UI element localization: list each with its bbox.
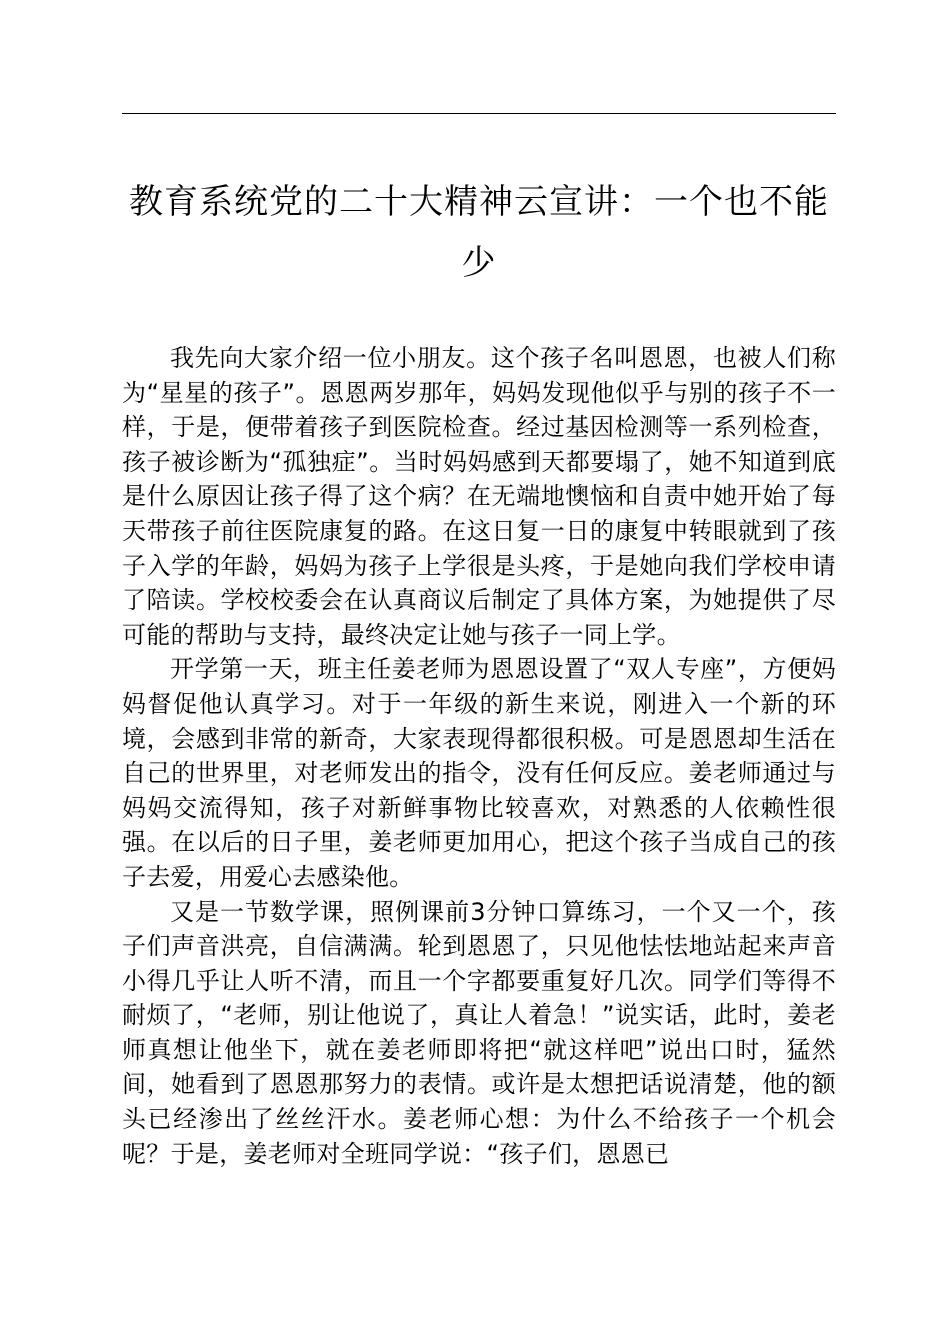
document-body [122,341,836,1171]
paragraph: 我先向大家介绍一位小朋友。这个孩子名叫恩恩，也被人们称为“星星的孩子”。恩恩两岁那年，妈妈发现他似乎与别的孩子不一样，于是，便带着孩子到医院检查。经过基因检测等一系列检查，孩子被诊断为“孤独症”。当时妈妈感到天都要塌了，她不知道到底是什么原因让孩子得了这个病？在无端地懊恼和自责中她开始了每天带孩子前往医院康复的路。在这日复一日的康复中转眼就到了孩子入学的年龄，妈妈为孩子上学很是头疼，于是她向我们学校申请了陪读。学校校委会在认真商议后制定了具体方案，为她提供了尽可能的帮助与支持，最终决定让她与孩子一同上学。 [122,344,836,649]
header-rule [122,113,836,114]
document-title: 教育系统党的二十大精神云宣讲：一个也不能少 [129,182,829,283]
paragraph: 开学第一天，班主任姜老师为恩恩设置了“双人专座”，方便妈妈督促他认真学习。对于一年级的新生来说，刚进入一个新的环境，会感到非常的新奇，大家表现得都很积极。可是恩恩却生活在自己的世界里，对老师发出的指令，没有任何反应。姜老师通过与妈妈交流得知，孩子对新鲜事物比较喜欢，对熟悉的人依赖性很强。在以后的日子里，姜老师更加用心，把这个孩子当成自己的孩子去爱，用爱心去感染他。 [122,655,836,891]
paragraph: 又是一节数学课，照例课前3分钟口算练习，一个又一个，孩子们声音洪亮，自信满满。轮到恩恩了，只见他怯怯地站起来声音小得几乎让人听不清，而且一个字都要重复好几次。同学们等得不耐烦了，“老师，别让他说了，真让人着急！”说实话，此时，姜老师真想让他坐下，就在姜老师即将把“就这样吧”说出口时，猛然间，她看到了恩恩那努力的表情。或许是太想把话说清楚，他的额头已经渗出了丝丝汗水。姜老师心想：为什么不给孩子一个机会呢？于是，姜老师对全班同学说：“孩子们，恩恩已 [122,897,836,1168]
